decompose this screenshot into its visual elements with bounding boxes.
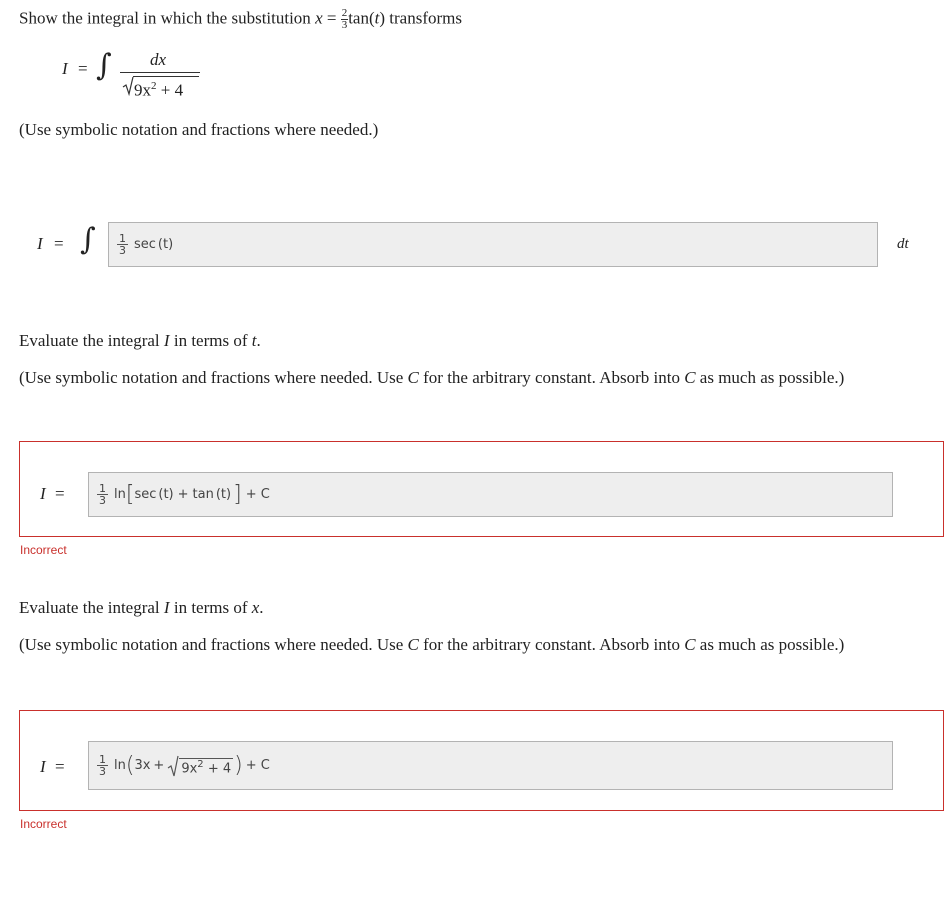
q2-status-incorrect: Incorrect xyxy=(20,543,67,557)
q3-rad-base: 9x xyxy=(181,761,198,777)
q1-answer-frac-den: 3 xyxy=(119,244,126,257)
q3-answer-lparen: ( xyxy=(125,752,135,778)
q3-answer-frac-den: 3 xyxy=(99,765,106,778)
q3-answer-frac-num: 1 xyxy=(99,753,106,766)
q1-den-exp: 2 xyxy=(151,80,157,92)
q3-answer-term1: 3x xyxy=(134,758,151,773)
q2-answer-arg2: (t) xyxy=(215,487,232,502)
q3-answer-plus: + xyxy=(153,758,165,773)
q1-close-paren: ) xyxy=(379,8,386,28)
q2-answer-equals: = xyxy=(55,484,65,503)
q1-answer-frac xyxy=(117,233,128,256)
q2-answer-I: I xyxy=(40,484,46,503)
q3-hint-C1: C xyxy=(407,635,419,654)
q3-answer-content xyxy=(97,742,270,789)
q3-answer-rparen: ) xyxy=(234,752,243,778)
q1-sqrt-sign xyxy=(122,76,134,96)
q3-hint xyxy=(19,635,844,655)
q1-answer-content xyxy=(117,223,173,266)
q1-den-coeff: 9x xyxy=(134,80,151,100)
q1-prompt-text: Show the integral in which the substitution xyxy=(19,8,311,28)
q1-integrand-den xyxy=(134,76,183,101)
q2-answer-sec: sec xyxy=(134,487,157,502)
q3-period: . xyxy=(259,598,264,617)
q3-prompt-mid: in terms of xyxy=(173,598,248,617)
q2-answer-plusC: + C xyxy=(245,487,270,502)
q2-answer-frac-num: 1 xyxy=(99,482,106,495)
q1-answer-I: I xyxy=(37,234,43,253)
q1-prompt xyxy=(19,8,462,31)
q3-rad-tail: + 4 xyxy=(207,761,232,777)
q1-prompt-suffix: transforms xyxy=(389,8,463,28)
q1-hint: (Use symbolic notation and fractions where needed.) xyxy=(19,120,379,139)
q1-answer-equals: = xyxy=(54,234,64,253)
q3-sqrt-radicand xyxy=(179,758,233,776)
q1-answer-integral: ∫ xyxy=(80,222,96,257)
q3-hint-c: as much as possible.) xyxy=(699,635,845,654)
q1-fraction-bar xyxy=(120,72,200,73)
q2-answer-input[interactable] xyxy=(88,472,893,517)
q3-prompt xyxy=(19,598,264,618)
q3-hint-C2: C xyxy=(684,635,696,654)
q1-answer-sec: sec xyxy=(134,237,156,252)
q2-var: t xyxy=(251,331,257,350)
q2-prompt-mid: in terms of xyxy=(173,331,248,350)
q2-hint-b: for the arbitrary constant. Absorb into xyxy=(423,368,680,387)
q2-hint xyxy=(19,368,844,388)
q2-answer-arg1: (t) xyxy=(158,487,174,502)
q1-equals: = xyxy=(326,8,337,28)
q3-answer-input[interactable] xyxy=(88,741,893,790)
q3-answer-frac xyxy=(97,754,108,777)
q2-answer-frac xyxy=(97,483,108,506)
q3-status-incorrect: Incorrect xyxy=(20,817,67,831)
q3-rad-exp: 2 xyxy=(197,759,204,771)
q1-t-var: t xyxy=(374,8,380,28)
q1-frac-num: 2 xyxy=(341,7,348,19)
q3-I-var: I xyxy=(163,598,170,617)
q2-answer-plus: + xyxy=(177,487,189,502)
q3-answer-equals: = xyxy=(55,757,65,776)
q1-answer-frac-num: 1 xyxy=(119,232,126,245)
q2-prompt-text: Evaluate the integral xyxy=(19,331,160,350)
q2-hint-a: (Use symbolic notation and fractions where needed. Use xyxy=(19,368,404,387)
q2-hint-C2: C xyxy=(684,368,696,387)
q3-answer-sqrt xyxy=(167,755,233,777)
q3-hint-b: for the arbitrary constant. Absorb into xyxy=(423,635,680,654)
q3-sqrt-sign xyxy=(167,755,179,777)
q1-answer-input[interactable] xyxy=(108,222,878,267)
q1-dt: dt xyxy=(897,236,909,252)
q2-hint-c: as much as possible.) xyxy=(699,368,845,387)
q1-integral-sign: ∫ xyxy=(96,48,112,83)
q1-den-tail: + 4 xyxy=(160,80,184,100)
q3-hint-a: (Use symbolic notation and fractions where needed. Use xyxy=(19,635,404,654)
q3-prompt-text: Evaluate the integral xyxy=(19,598,160,617)
q2-answer-frac-den: 3 xyxy=(99,494,106,507)
q3-answer-I: I xyxy=(40,757,46,776)
q1-integral-expression xyxy=(62,46,222,102)
q3-var: x xyxy=(251,598,260,617)
q1-I-label: I xyxy=(62,59,68,78)
q2-hint-C1: C xyxy=(407,368,419,387)
q2-I-var: I xyxy=(163,331,170,350)
q2-period: . xyxy=(256,331,261,350)
q1-x-var: x xyxy=(315,8,323,28)
q1-integrand-num: dx xyxy=(150,50,167,69)
q3-answer-plusC: + C xyxy=(245,758,270,773)
q2-answer-content xyxy=(97,473,270,516)
q1-tan: tan( xyxy=(348,8,375,28)
q1-frac-den: 3 xyxy=(341,19,348,31)
q2-prompt xyxy=(19,331,261,351)
q2-answer-lbracket: [ xyxy=(125,481,135,507)
q3-answer-ln: ln xyxy=(114,758,126,773)
q2-answer-ln: ln xyxy=(114,487,126,502)
q2-answer-rbracket: ] xyxy=(233,481,242,507)
q2-answer-tan: tan xyxy=(192,487,214,502)
q1-answer-arg: (t) xyxy=(157,237,174,252)
q1-I-equals: = xyxy=(78,59,88,78)
